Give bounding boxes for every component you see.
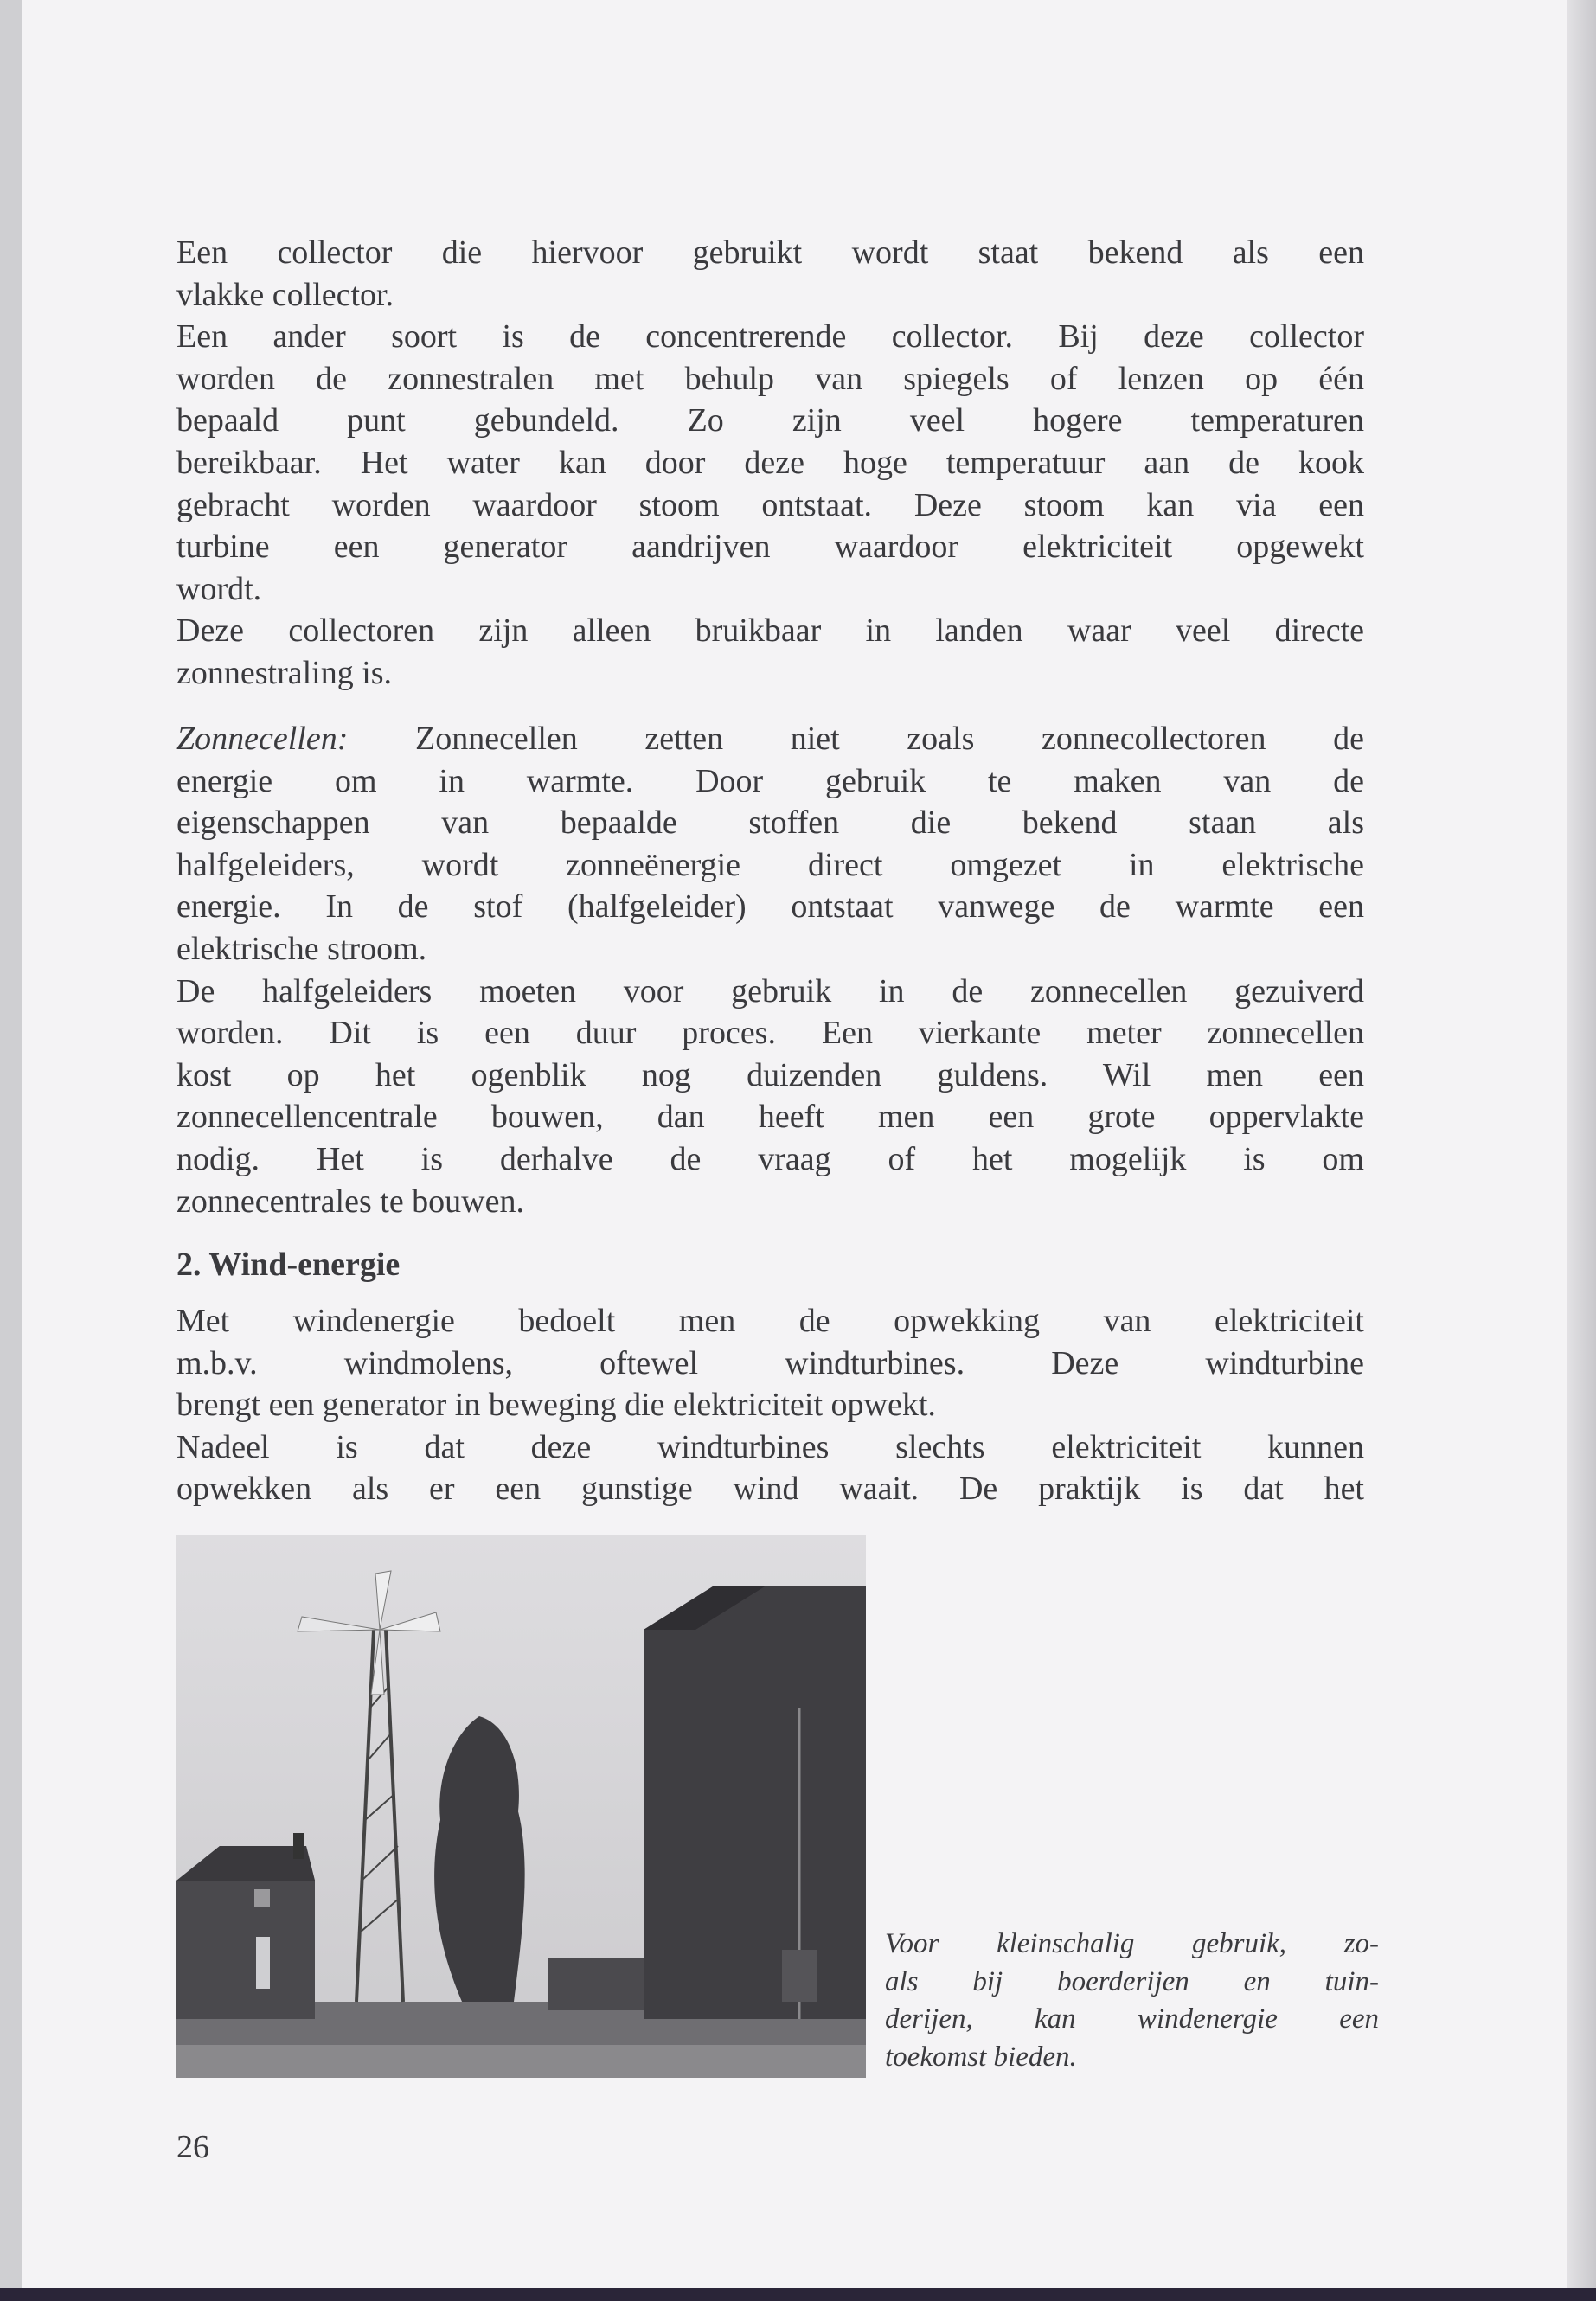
text-line: eigenschappen van bepaalde stoffen die bekend staan als <box>176 804 1364 842</box>
text-line: wordt. <box>176 570 262 607</box>
caption-line: als bij boerderijen en tuin- <box>885 1965 1379 1997</box>
text-line: halfgeleiders, wordt zonneënergie direct omgezet in elektrische <box>176 846 1364 883</box>
text-line: turbine een generator aandrijven waardoor elektriciteit opgewekt <box>176 529 1364 566</box>
page-edge <box>1567 0 1596 2288</box>
page-number: 26 <box>176 2129 209 2165</box>
photo-caption <box>885 1926 1379 2076</box>
text-line: elektrische stroom. <box>176 930 427 967</box>
text-line: brengt een generator in beweging die elektriciteit opwekt. <box>176 1387 936 1424</box>
text-line: m.b.v. windmolens, oftewel windturbines. Deze windturbine <box>176 1344 1364 1381</box>
caption-line: Voor kleinschalig gebruik, zo- <box>885 1928 1379 1959</box>
text-line: energie. In de stof (halfgeleider) ontstaat vanwege de warmte een <box>176 888 1364 926</box>
text-line: gebracht worden waardoor stoom ontstaat. Deze stoom kan via een <box>176 486 1364 523</box>
text-line: bereikbaar. Het water kan door deze hoge temperatuur aan de kook <box>176 444 1364 481</box>
text-line: De halfgeleiders moeten voor gebruik in de zonnecellen gezuiverd <box>176 972 1364 1009</box>
text-line <box>176 718 1364 760</box>
text-line: zonnecellencentrale bouwen, dan heeft men een grote oppervlakte <box>176 1099 1364 1136</box>
section-heading: 2. Wind-energie <box>176 1247 401 1283</box>
windmill-farm-photo <box>176 1535 866 2078</box>
caption-line: derijen, kan windenergie een <box>885 2003 1379 2035</box>
caption-line: toekomst bieden. <box>885 2041 1077 2073</box>
text-line: Een collector die hiervoor gebruikt wordt staat bekend als een <box>176 234 1364 271</box>
text-line: vlakke collector. <box>176 276 394 313</box>
scan-border <box>0 2288 1596 2301</box>
text-fragment: Zonnecellen zetten niet zoals zonnecollectoren de <box>348 721 1364 757</box>
text-line: energie om in warmte. Door gebruik te maken van de <box>176 762 1364 799</box>
text-line: worden de zonnestralen met behulp van spiegels of lenzen op één <box>176 360 1364 397</box>
term-label: Zonnecellen: <box>176 721 349 757</box>
text-line: opwekken als er een gunstige wind waait. De praktijk is dat het <box>176 1471 1364 1508</box>
text-line: Nadeel is dat deze windturbines slechts elektriciteit kunnen <box>176 1428 1364 1465</box>
barn <box>644 1586 866 2019</box>
text-line: Met windenergie bedoelt men de opwekking van elektriciteit <box>176 1303 1364 1339</box>
zonnecellen-text <box>176 718 1364 1222</box>
text-line: zonnecentrales te bouwen. <box>176 1183 524 1220</box>
text-line: Een ander soort is de concentrerende collector. Bij deze collector <box>176 318 1364 356</box>
text-line: Deze collectoren zijn alleen bruikbaar in landen waar veel directe <box>176 612 1364 650</box>
text-line: zonnestraling is. <box>176 654 393 691</box>
wind-text <box>176 1300 1364 1510</box>
text-line: kost op het ogenblik nog duizenden guldens. Wil men een <box>176 1056 1364 1093</box>
text-line: bepaald punt gebundeld. Zo zijn veel hogere temperaturen <box>176 402 1364 439</box>
text-line: worden. Dit is een duur proces. Een vierkante meter zonnecellen <box>176 1015 1364 1052</box>
text-line: nodig. Het is derhalve de vraag of het mogelijk is om <box>176 1140 1364 1177</box>
solar-collector-text <box>176 232 1364 695</box>
